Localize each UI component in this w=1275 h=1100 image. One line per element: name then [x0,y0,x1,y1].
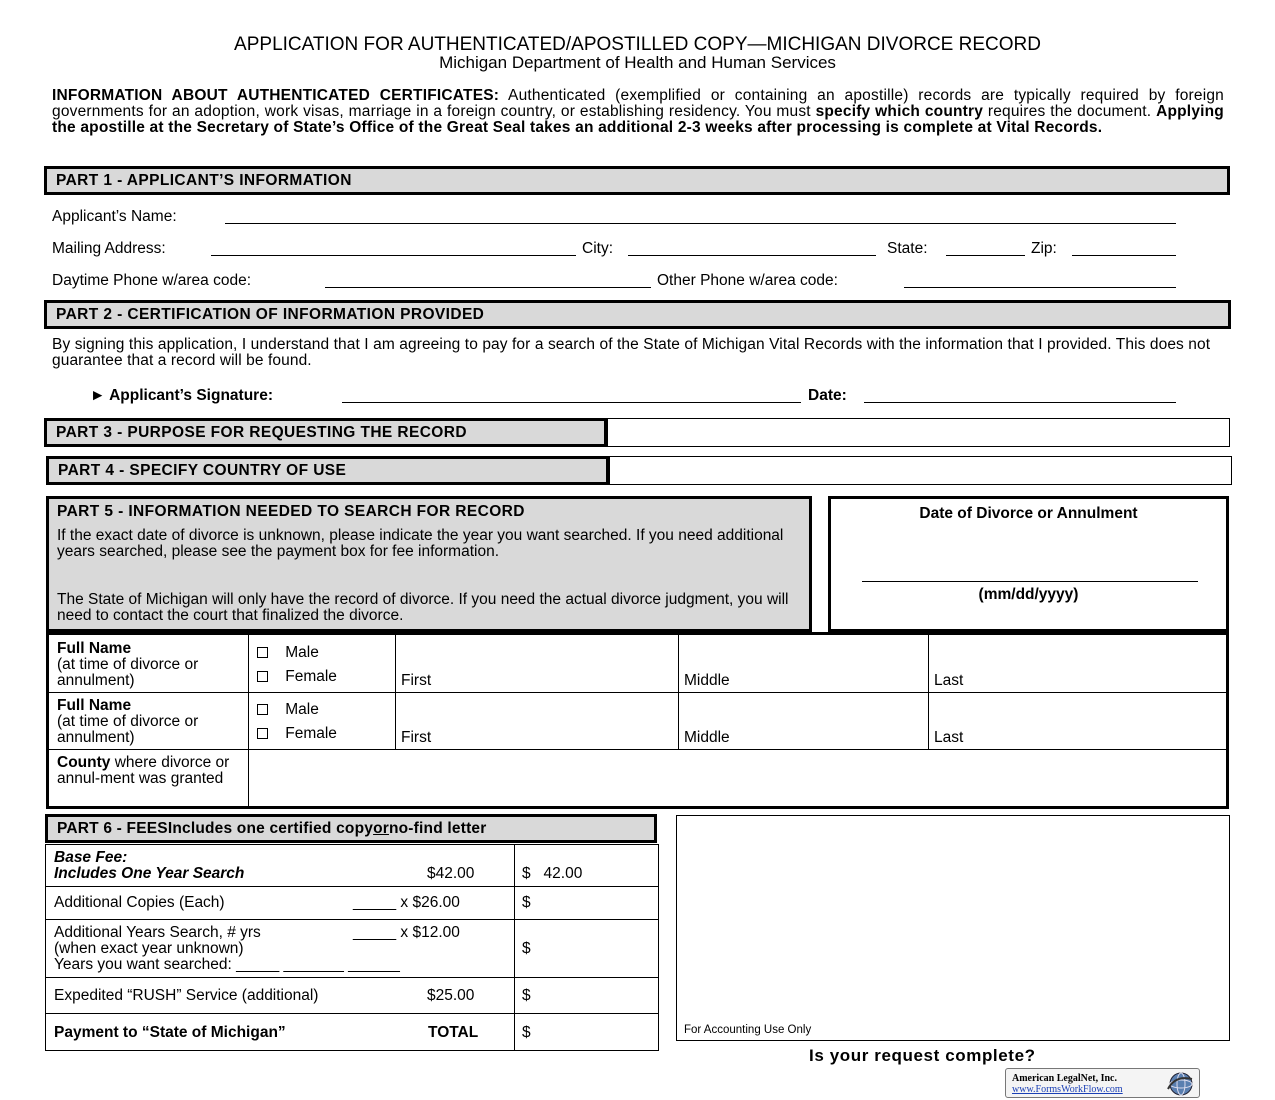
spouse2-label [57,698,242,746]
county-field[interactable] [249,750,1226,806]
total-dollar: $ [522,1024,531,1041]
part5-panel [46,496,812,632]
spouse2-label-bold: Full Name [57,697,132,714]
years-dollar: $ [522,940,531,957]
spouse1-male-label: Male [285,644,319,661]
county-label-bold: County [57,754,111,771]
mailing-address-label: Mailing Address: [52,240,166,257]
spouse2-male-option[interactable] [257,701,319,719]
spouse2-middle-label: Middle [684,729,730,746]
spouse2-last-label: Last [934,729,964,746]
copies-price: _____ x $26.00 [353,894,460,911]
rush-dollar: $ [522,987,531,1004]
applicant-name-label: Applicant’s Name: [52,208,177,225]
base-fee-amount: $ 42.00 [522,865,583,882]
state-label: State: [887,240,928,257]
date-label: Date: [808,387,847,404]
divorce-date-title: Date of Divorce or Annulment [919,505,1138,522]
spouse2-female-option[interactable] [257,725,337,743]
divorce-date-box [828,496,1229,632]
spouse1-male-option[interactable] [257,644,319,662]
rush-amount-field[interactable] [536,981,651,1009]
names-table [46,632,1229,809]
part6-heading-bold: PART 6 - FEES [57,819,168,837]
complete-question: Is your request complete? [809,1046,1036,1065]
other-phone-label: Other Phone w/area code: [657,272,838,289]
city-field[interactable] [628,242,876,256]
american-legalnet-logo [1005,1068,1200,1098]
years-amount-field[interactable] [536,925,651,973]
spouse2-label-rest: (at time of divorce or annulment) [57,713,199,746]
spouse2-first-label: First [401,729,432,746]
daytime-phone-label: Daytime Phone w/area code: [52,272,252,289]
signature-field[interactable] [342,389,801,403]
part4-heading: PART 4 - SPECIFY COUNTRY OF USE [46,456,609,485]
years-sub2: Years you want searched: _____ _______ ______ [54,956,400,973]
part6-heading-or: or [373,819,389,837]
logo-line1: American LegalNet, Inc. [1012,1073,1117,1084]
spouse1-last-label: Last [934,672,964,689]
copies-dollar: $ [522,894,531,911]
signature-label: ► Applicant’s Signature: [90,387,273,404]
county-label [57,755,242,787]
spouse2-male-checkbox[interactable] [257,704,268,715]
signature-date-field[interactable] [864,389,1176,403]
payment-label: Payment to “State of Michigan” [54,1024,286,1041]
spouse2-female-checkbox[interactable] [257,728,268,739]
form-subtitle: Michigan Department of Health and Human Services [439,53,836,72]
spouse1-male-checkbox[interactable] [257,647,268,658]
info-text-1: Authenticated (exemplified or containing an apostille) records are typically required by foreign governments for an adoption, work visas, marriage in a foreign country, or establishing residency. You must [52,87,1224,120]
part2-text: By signing this application, I understand that I am agreeing to pay for a search of the State of Michigan Vital Records with the information that I provided. This does not guarantee that a record will be found. [52,336,1211,369]
zip-label: Zip: [1031,240,1057,257]
part2-heading: PART 2 - CERTIFICATION OF INFORMATION PROVIDED [44,300,1231,329]
spouse1-first-label: First [401,672,432,689]
spouse1-middle-label: Middle [684,672,730,689]
spouse1-female-option[interactable] [257,668,337,686]
applicant-name-field[interactable] [225,210,1176,224]
info-text-2: requires the document. [983,103,1157,120]
divorce-date-format: (mm/dd/yyyy) [978,586,1079,603]
other-phone-field[interactable] [904,274,1176,288]
spouse2-male-label: Male [285,701,319,718]
rush-label: Expedited “RUSH” Service (additional) [54,987,319,1004]
base-fee-price: $42.00 [427,865,475,882]
country-field[interactable] [609,456,1232,485]
part6-heading-rest2: no-find letter [388,819,487,837]
spouse1-label-bold: Full Name [57,640,132,657]
copies-label: Additional Copies (Each) [54,894,225,911]
part5-para2: The State of Michigan will only have the record of divorce. If you need the actual divorce judgment, you will need to contact the court that finalized the divorce. [57,591,789,624]
total-label: TOTAL [428,1024,479,1041]
form-title: APPLICATION FOR AUTHENTICATED/APOSTILLED COPY—MICHIGAN DIVORCE RECORD [234,34,1041,55]
part5-para1: If the exact date of divorce is unknown, please indicate the year you want searched. If you need additional years searched, please see the payment box for fee information. [57,527,784,560]
spouse1-label-rest: (at time of divorce or annulment) [57,656,199,689]
info-bold-2: Applying the apostille at the Secretary of State’s Office of the Great Seal takes an additional 2-3 weeks after processing is complete at Vital Records. [52,103,1224,136]
accounting-label: For Accounting Use Only [684,1024,812,1036]
city-label: City: [582,240,613,257]
zip-field[interactable] [1072,242,1176,256]
daytime-phone-field[interactable] [325,274,651,288]
part1-heading: PART 1 - APPLICANT’S INFORMATION [44,166,1230,195]
info-lead: INFORMATION ABOUT AUTHENTICATED CERTIFICATES: [52,87,500,104]
spouse1-female-label: Female [285,668,337,685]
county-label-rest: where divorce or annul-ment was granted [57,754,230,787]
state-field[interactable] [946,242,1025,256]
logo-line2: www.FormsWorkFlow.com [1012,1084,1123,1095]
spouse1-female-checkbox[interactable] [257,671,268,682]
part3-heading: PART 3 - PURPOSE FOR REQUESTING THE RECORD [44,418,607,447]
base-fee-label: Base Fee: [54,849,128,866]
info-bold-1: specify which country [815,103,984,120]
mailing-address-field[interactable] [211,242,576,256]
part6-heading [45,814,657,843]
total-amount-field[interactable] [536,1017,651,1047]
rush-price: $25.00 [427,987,475,1004]
years-price: _____ x $12.00 [353,924,460,941]
fees-table [45,844,659,1051]
divorce-date-field[interactable] [862,568,1198,582]
years-label: Additional Years Search, # yrs [54,924,261,941]
info-paragraph [52,88,1224,136]
purpose-field[interactable] [607,418,1230,447]
years-sub1: (when exact year unknown) [54,940,244,957]
accounting-box [676,815,1230,1041]
globe-icon [1165,1071,1195,1097]
copies-amount-field[interactable] [536,889,651,917]
spouse2-female-label: Female [285,725,337,742]
part5-heading: PART 5 - INFORMATION NEEDED TO SEARCH FOR RECORD [57,503,525,520]
base-fee-sub: Includes One Year Search [54,865,245,882]
part6-heading-rest1: Includes one certified copy [167,819,374,837]
spouse1-label [57,641,242,689]
